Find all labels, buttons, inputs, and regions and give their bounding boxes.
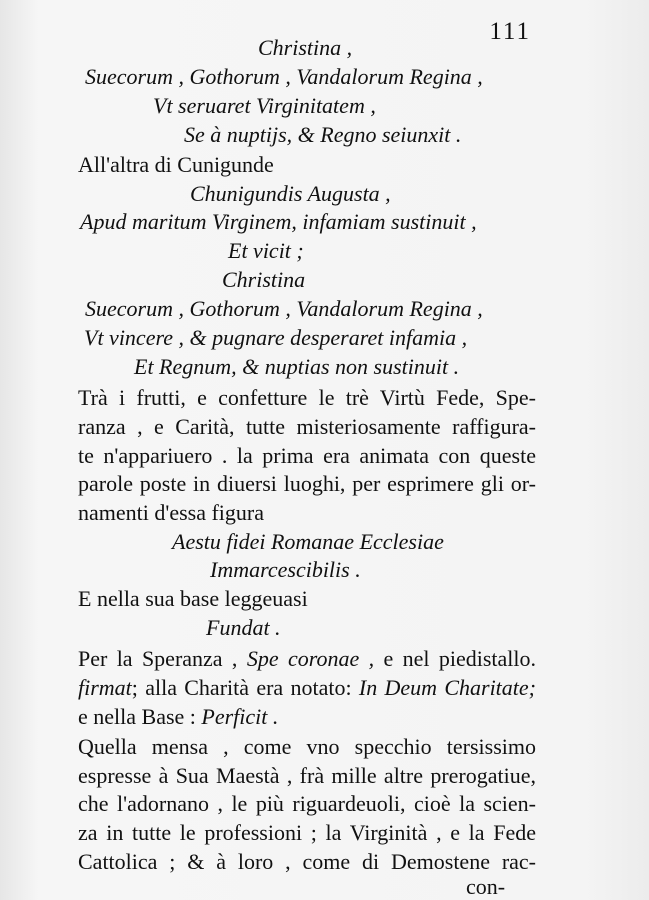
text-line: [258, 35, 352, 61]
text-line: [78, 849, 536, 875]
text-segment: Trà i frutti, e confetture le trè Virtù Fede, Spe-: [78, 385, 536, 410]
text-line: [78, 414, 536, 440]
text-segment: In Deum Charitate;: [358, 675, 537, 700]
text-segment: te n'appariuero . la prima era animata con queste: [78, 443, 536, 468]
text-segment: Spe coronae ,: [246, 646, 384, 671]
text-line: [80, 209, 477, 235]
text-line: [78, 646, 536, 672]
text-line: [78, 500, 264, 526]
text-line: [78, 586, 308, 612]
text-line: [184, 122, 461, 148]
bleed-through-text: [548, 0, 649, 900]
text-line: [78, 385, 536, 411]
text-segment: E nella sua base leggeuasi: [78, 586, 308, 611]
text-line: [153, 93, 376, 119]
text-line: [78, 763, 536, 789]
text-line: [206, 615, 281, 641]
text-segment: firmat: [78, 675, 132, 700]
text-line: [222, 267, 305, 293]
text-line: [78, 791, 536, 817]
text-segment: con-: [466, 874, 506, 899]
text-line: [134, 354, 459, 380]
text-line: [172, 529, 444, 555]
page-number: 111: [489, 18, 531, 45]
text-segment: e nel piedistallo.: [383, 646, 537, 671]
text-line: [78, 820, 536, 846]
text-segment: Fundat .: [206, 615, 281, 640]
text-segment: Chunigundis Augusta ,: [190, 181, 391, 206]
text-segment: e nella Base :: [78, 704, 202, 729]
text-segment: Quella mensa , come vno specchio tersissimo: [78, 734, 536, 759]
text-segment: Per la Speranza ,: [78, 646, 247, 671]
text-segment: Se à nuptijs, & Regno seiunxit .: [184, 122, 462, 147]
text-line: [78, 443, 536, 469]
text-segment: Et Regnum, & nuptias non sustinuit .: [134, 354, 460, 379]
text-line: [466, 874, 505, 900]
text-segment: Suecorum , Gothorum , Vandalorum Regina ,: [85, 64, 483, 89]
text-segment: Christina: [222, 267, 306, 292]
text-line: [190, 181, 391, 207]
text-segment: Perficit .: [201, 704, 279, 729]
text-line: [210, 557, 361, 583]
text-line: [78, 704, 278, 730]
text-segment: Cattolica ; & à loro , come di Demostene rac-: [78, 849, 536, 874]
text-segment: parole poste in diuersi luoghi, per esprimere gli or-: [78, 471, 536, 496]
text-line: [85, 296, 483, 322]
text-line: [78, 152, 274, 178]
text-line: [84, 325, 467, 351]
text-line: [78, 675, 536, 701]
text-line: [78, 734, 536, 760]
text-segment: Vt seruaret Virginitatem ,: [153, 93, 376, 118]
text-segment: ranza , e Carità, tutte misteriosamente raffigura-: [78, 414, 536, 439]
text-segment: za in tutte le professioni ; la Virginità , e la Fede: [78, 820, 536, 845]
text-segment: namenti d'essa figura: [78, 500, 265, 525]
text-segment: che l'adornano , le più riguardeuoli, cioè la scien-: [78, 791, 536, 816]
text-segment: Immarcescibilis .: [210, 557, 361, 582]
text-segment: Suecorum , Gothorum , Vandalorum Regina ,: [85, 296, 483, 321]
text-segment: Christina ,: [258, 35, 353, 60]
text-line: [228, 238, 304, 264]
text-line: [78, 471, 536, 497]
text-segment: espresse à Sua Maestà , frà mille altre prerogatiue,: [78, 763, 536, 788]
text-segment: Apud maritum Virginem, infamiam sustinuit ,: [80, 209, 477, 234]
text-segment: Vt vincere , & pugnare desperaret infamia ,: [84, 325, 468, 350]
text-segment: All'altra di Cunigunde: [78, 152, 274, 177]
text-line: [85, 64, 483, 90]
text-segment: ; alla Charità era notato:: [131, 675, 359, 700]
text-segment: Aestu fidei Romanae Ecclesiae: [172, 529, 444, 554]
text-segment: Et vicit ;: [228, 238, 304, 263]
